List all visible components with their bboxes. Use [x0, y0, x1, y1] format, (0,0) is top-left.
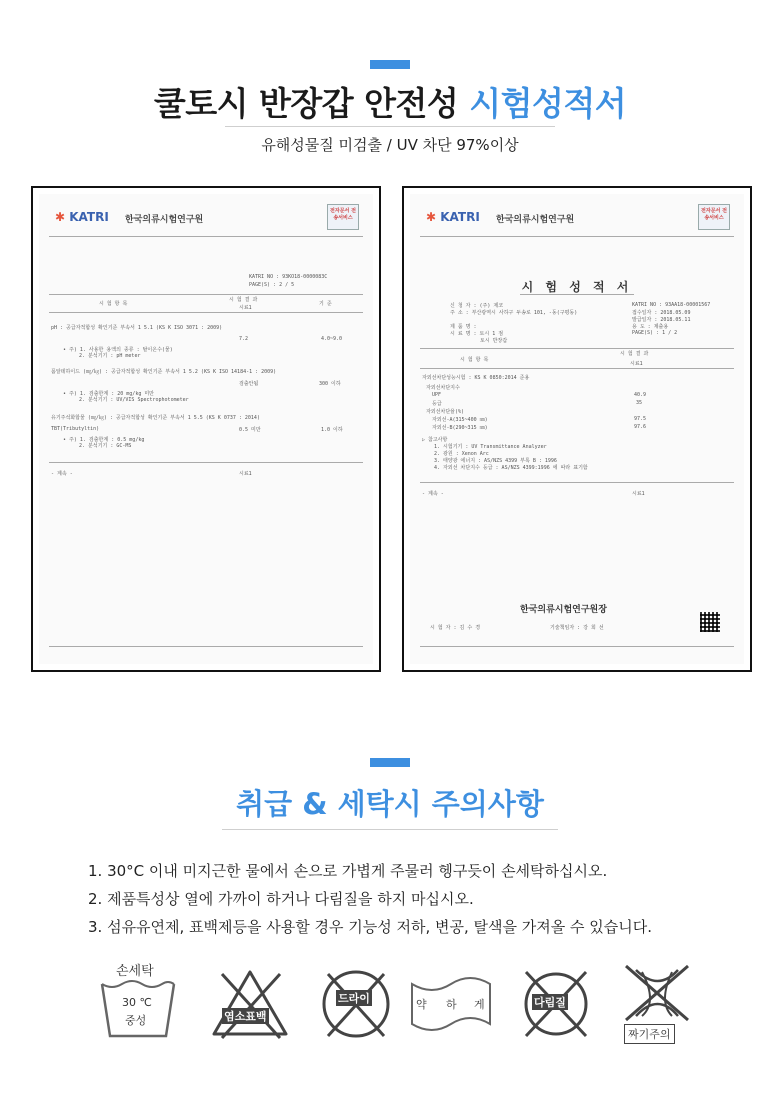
- hand-wash-icon: [96, 962, 180, 1044]
- date-issued: 발급일자 : 2018.05.11: [632, 317, 691, 323]
- note-line: 2. 광원 : Xenon Arc: [434, 451, 489, 457]
- institute-name: 한국의류시험연구원: [496, 215, 575, 225]
- title-highlight: 시험성적서: [469, 84, 627, 123]
- row-item: 자외선차단율(%): [426, 409, 465, 415]
- no-dry-clean-icon: [314, 962, 398, 1044]
- row-item: pH : 공급자적합성 확인기준 부속서 1 5.1 (KS K ISO 3071 : 2009): [51, 325, 223, 331]
- row-std: 300 이하: [319, 381, 341, 387]
- row-result: 35: [636, 400, 643, 406]
- purpose: 용 도 : 제출용: [632, 324, 669, 330]
- note-line: • 주) 1. 검출한계 : 0.5 mg/kg: [63, 437, 145, 443]
- gentle-label-2: 하: [446, 998, 457, 1011]
- test-method: 자외선차단성능시험 : KS K 0850:2014 준용: [422, 375, 530, 381]
- row-item: UPF: [432, 392, 442, 398]
- no-iron-icon: [514, 962, 598, 1044]
- care-item: 2. 제품특성상 열에 가까이 하거나 다림질을 하지 마십시오.: [88, 890, 474, 908]
- row-item: 자외선-A(315~400 ㎚): [432, 417, 488, 423]
- tester-name: 시 험 자 : 김 수 경: [430, 625, 481, 631]
- sample-name: 시 료 명 : 토시 1 점: [450, 331, 504, 337]
- row-item: 자외선차단지수: [426, 385, 460, 391]
- gentle-wash-icon: [408, 962, 494, 1044]
- row-result: 검출안됨: [239, 381, 259, 387]
- certificate-page-1: [402, 186, 752, 672]
- col-sample: 시료1: [239, 305, 252, 311]
- no-bleach-icon: [208, 962, 292, 1044]
- e-document-stamp: 전자문서 전송서비스: [327, 204, 359, 230]
- katri-logo: ✱ KATRI: [426, 210, 480, 224]
- page-count: PAGE(S) : 2 / 5: [249, 282, 295, 288]
- page-subtitle: 유해성물질 미검출 / UV 차단 97%이상: [261, 136, 519, 154]
- footer-rule: [420, 646, 734, 647]
- no-wring-icon: [616, 962, 700, 1041]
- note-line: 4. 자외선 차단지수 등급 : AS/NZS 4399:1996 에 따라 표기함: [434, 465, 588, 471]
- care-accent-bar: [370, 758, 410, 767]
- continue-mark: - 계속 -: [422, 491, 444, 497]
- note-line: TBT(Tributyltin): [51, 426, 100, 432]
- table-bottom-rule: [49, 462, 363, 463]
- header-divider: [420, 236, 734, 237]
- row-result: 97.5: [634, 416, 647, 422]
- page-title: [0, 78, 780, 125]
- katri-number: KATRI NO : 93KO18-0000083C: [249, 274, 328, 280]
- care-title: 취급 & 세탁시 주의사항: [236, 787, 544, 821]
- note-line: • 주) 1. 사용한 용액의 종류 : 탈이온수(물): [63, 347, 173, 353]
- table-head-rule: [49, 312, 363, 313]
- katri-logo: ✱ KATRI: [55, 210, 109, 224]
- col-result: 시 험 결 과: [620, 351, 649, 357]
- row-result: 97.6: [634, 424, 647, 430]
- note-line: 2. 분석기기 : UV/VIS Spectrophotometer: [79, 397, 189, 403]
- gentle-label-3: 게: [474, 998, 485, 1011]
- no-bleach-label: 염소표백: [224, 1010, 267, 1023]
- sample-name-2: 토시 반장갑: [480, 338, 508, 344]
- col-item: 시 험 항 목: [99, 301, 128, 307]
- hand-wash-detergent: 중성: [125, 1014, 147, 1027]
- row-item: 등급: [432, 401, 442, 407]
- no-dry-clean-label: 드라이: [338, 992, 370, 1005]
- hand-wash-label: 손세탁: [116, 964, 154, 979]
- certificate-sheet: [410, 194, 744, 664]
- product-name: 제 품 명 :: [450, 324, 477, 330]
- row-result: 40.9: [634, 392, 647, 398]
- row-std: 1.0 이하: [321, 427, 343, 433]
- note-line: • 주) 1. 검출한계 : 20 mg/kg 미만: [63, 391, 155, 397]
- director-title: 한국의류시험연구원장: [520, 605, 607, 615]
- sample-footer: 시료1: [239, 471, 252, 477]
- footer-rule: [49, 646, 363, 647]
- title-main: 쿨토시 반장갑 안전성: [153, 84, 470, 123]
- certificate-title: 시 험 성 적 서: [521, 280, 633, 294]
- row-result: 0.5 미만: [239, 427, 261, 433]
- table-top-rule: [420, 348, 734, 349]
- applicant: 신 청 자 : (주) 제코: [450, 303, 504, 309]
- katri-number: KATRI NO : 93AA18-00001567: [632, 302, 711, 308]
- subtitle-box: [225, 126, 555, 161]
- note-line: 2. 분석기기 : GC-MS: [79, 443, 132, 449]
- date-received: 접수일자 : 2018.05.09: [632, 310, 691, 316]
- header-divider: [49, 236, 363, 237]
- note-line: 2. 분석기기 : pH meter: [79, 353, 141, 359]
- header-accent-bar: [370, 60, 410, 69]
- col-sample: 시료1: [630, 361, 643, 367]
- title-underline: [520, 294, 634, 295]
- note-line: ▷ 참고사항: [422, 437, 448, 443]
- certificate-page-2: [31, 186, 381, 672]
- note-line: 3. 태양광 에너지 : AS/NZS 4399 부록 B : 1996: [434, 458, 557, 464]
- note-line: 1. 시험기기 : UV Transmittance Analyzer: [434, 444, 547, 450]
- care-item: 3. 섬유유연제, 표백제등을 사용할 경우 기능성 저하, 변공, 탈색을 가져올 수 있습니다.: [88, 918, 653, 936]
- certificate-sheet: [39, 194, 373, 664]
- page-count: PAGE(S) : 1 / 2: [632, 330, 678, 336]
- continue-mark: - 계속 -: [51, 471, 73, 477]
- no-iron-label: 다림질: [534, 996, 566, 1009]
- col-item: 시 험 항 목: [460, 357, 489, 363]
- row-item: 자외선-B(290~315 ㎚): [432, 425, 488, 431]
- col-std: 기 준: [319, 301, 332, 307]
- qr-code-icon: [700, 612, 720, 632]
- care-instructions: [88, 857, 652, 941]
- care-title-underline: [222, 829, 558, 830]
- row-result: 7.2: [239, 336, 249, 342]
- row-std: 4.0~9.0: [321, 336, 343, 342]
- col-result: 시 험 결 과: [229, 297, 258, 303]
- no-wring-label: 짜기주의: [624, 1024, 675, 1044]
- hand-wash-temp: 30 ℃: [122, 996, 152, 1009]
- row-item: 유기주석화합물 (㎎/㎏) : 공급자적합성 확인기준 부속서 1 5.5 (KS K 0737 : 2014): [51, 415, 260, 421]
- table-bottom-rule: [420, 482, 734, 483]
- row-item: 폼알데하이드 (㎎/㎏) : 공급자적합성 확인기준 부속서 1 5.2 (KS K ISO 14184-1 : 2009): [51, 369, 277, 375]
- address: 주 소 : 부산광역시 사하구 두송로 101, -동(구평동): [450, 310, 578, 316]
- sample-footer: 시료1: [632, 491, 645, 497]
- table-top-rule: [49, 294, 363, 295]
- approver-name: 기술책임자 : 강 희 선: [550, 625, 604, 631]
- institute-name: 한국의류시험연구원: [125, 215, 204, 225]
- table-head-rule: [420, 368, 734, 369]
- e-document-stamp: 전자문서 전송서비스: [698, 204, 730, 230]
- care-item: 1. 30°C 이내 미지근한 물에서 손으로 가볍게 주물러 헹구듯이 손세탁하십시오.: [88, 862, 608, 880]
- gentle-label-1: 약: [416, 998, 427, 1011]
